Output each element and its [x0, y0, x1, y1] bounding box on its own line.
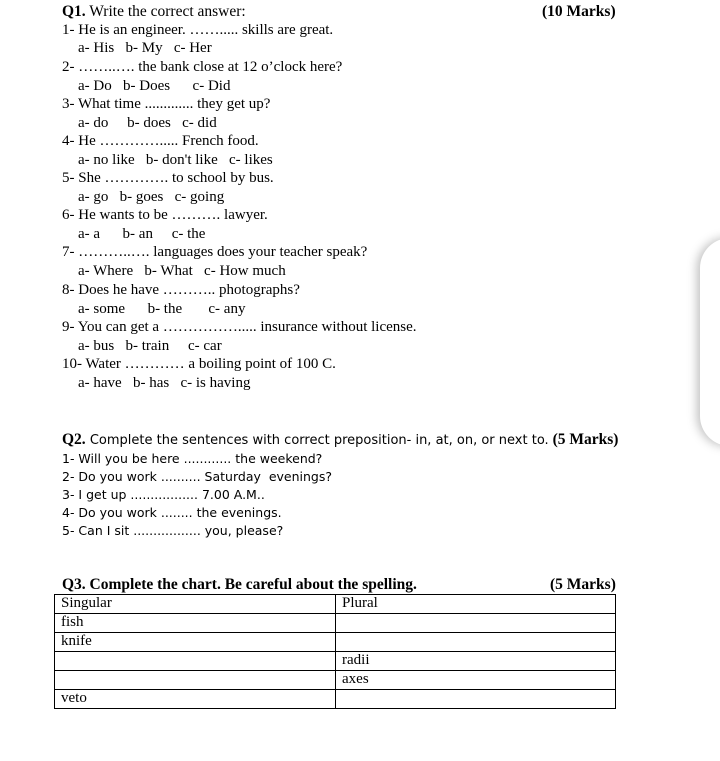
chart-row	[55, 614, 616, 633]
q1-instruction: Write the correct answer:	[85, 3, 246, 20]
singular-cell: veto	[55, 690, 336, 709]
q3-marks: (5 Marks)	[550, 576, 616, 593]
q1-options: a- Do b- Does c- Did	[78, 78, 231, 94]
q1-question: 10- Water ………… a boiling point of 100 C.	[62, 356, 336, 372]
q2-sentence: 5- Can I sit ................. you, please?	[62, 523, 284, 538]
chart-row	[55, 671, 616, 690]
plural-cell: axes	[336, 671, 616, 690]
singular-header: Singular	[55, 595, 336, 614]
q1-question: 1- He is an engineer. ……..... skills are great.	[62, 22, 334, 38]
plural-cell	[336, 614, 616, 633]
q2-marks: (5 Marks)	[548, 431, 619, 448]
plural-header: Plural	[336, 595, 616, 614]
q2-sentence: 2- Do you work .......... Saturday evenings?	[62, 469, 333, 484]
q3-title: Q3. Complete the chart. Be careful about the spelling.	[62, 576, 417, 593]
singular-cell: knife	[55, 633, 336, 652]
singular-cell: fish	[55, 614, 336, 633]
q1-question: 3- What time ............. they get up?	[62, 96, 271, 112]
plural-cell: radii	[336, 652, 616, 671]
singular-cell	[55, 652, 336, 671]
q1-question: 9- You can get a ……………..... insurance without license.	[62, 319, 417, 335]
q1-question: 7- ………..…. languages does your teacher speak?	[62, 244, 368, 260]
q1-options: a- no like b- don't like c- likes	[78, 152, 273, 168]
chart-row	[55, 690, 616, 709]
chart-row	[55, 652, 616, 671]
q1-options: a- go b- goes c- going	[78, 189, 225, 205]
chart-row	[55, 633, 616, 652]
q2-instruction: Complete the sentences with correct preposition- in, at, on, or next to.	[85, 433, 549, 448]
q1-options: a- Where b- What c- How much	[78, 263, 286, 279]
q1-options: a- bus b- train c- car	[78, 338, 222, 354]
q1-options: a- a b- an c- the	[78, 226, 206, 242]
q1-number: Q1.	[62, 3, 86, 20]
plural-chart	[54, 594, 616, 709]
q1-question: 8- Does he have ……….. photographs?	[62, 282, 300, 298]
q2-title	[62, 431, 618, 449]
q1-options: a- His b- My c- Her	[78, 40, 212, 56]
q1-options: a- have b- has c- is having	[78, 375, 251, 391]
q1-question: 5- She …………. to school by bus.	[62, 170, 274, 186]
q2-sentence: 1- Will you be here ............ the weekend?	[62, 451, 323, 466]
plural-cell	[336, 633, 616, 652]
q1-question: 6- He wants to be ………. lawyer.	[62, 207, 268, 223]
q1-options: a- some b- the c- any	[78, 301, 246, 317]
q1-options: a- do b- does c- did	[78, 115, 217, 131]
chart-header-row	[55, 595, 616, 614]
side-pull-tab[interactable]	[700, 238, 720, 446]
q1-title	[62, 3, 246, 21]
q2-number: Q2.	[62, 431, 86, 448]
q1-question: 4- He …………..... French food.	[62, 133, 259, 149]
q2-sentence: 3- I get up ................. 7.00 A.M..	[62, 487, 265, 502]
plural-cell	[336, 690, 616, 709]
q2-sentence: 4- Do you work ........ the evenings.	[62, 505, 282, 520]
singular-cell	[55, 671, 336, 690]
q1-question: 2- ……..…. the bank close at 12 o’clock here?	[62, 59, 343, 75]
q1-marks: (10 Marks)	[542, 3, 616, 20]
